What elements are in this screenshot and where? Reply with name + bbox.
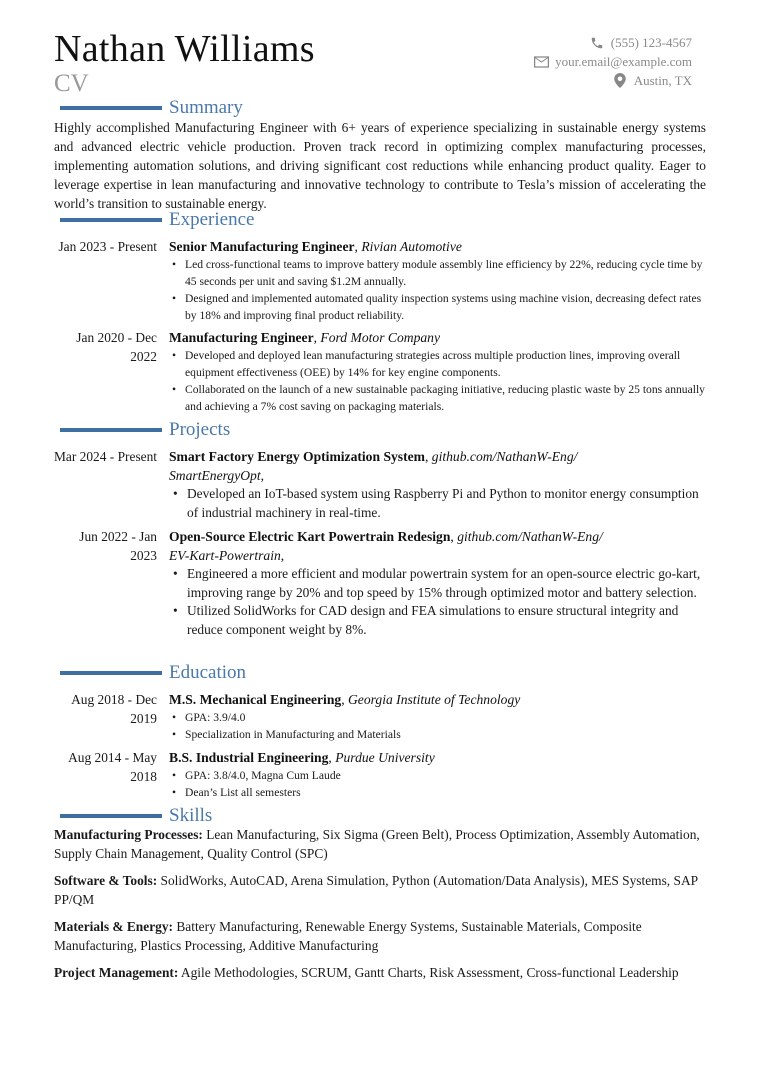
section-bar [60,814,162,818]
project-title: Open-Source Electric Kart Powertrain Redesign [169,529,451,544]
bullet-list [169,709,706,743]
phone-icon [589,36,605,50]
skill-text: Battery Manufacturing, Renewable Energy Systems, Sustainable Materials, Composite Manufacturing, Plastics Processing, Additive Manufacturing [54,919,642,953]
skill-row [54,963,706,982]
bullet-list [169,485,706,522]
section-title: Skills [169,805,213,826]
skill-row [54,871,706,909]
section-title: Projects [169,419,231,440]
person-name: Nathan Williams [54,28,315,70]
bullet-item: • Dean’s List all semesters [169,784,706,801]
section-education-heading [60,661,246,685]
education-entry [54,748,706,801]
project-link-cont[interactable]: EV-Kart-Powertrain [169,548,281,563]
school-name: Georgia Institute of Technology [347,692,521,707]
bullet-list [169,565,706,639]
section-bar [60,218,162,222]
skill-label: Project Management: [54,965,179,980]
entry-heading: Open-Source Electric Kart Powertrain Redesign, github.com/NathanW-Eng/ EV-Kart-Powertrain, [169,529,603,563]
section-bar [60,428,162,432]
section-projects-heading [60,418,230,442]
entry-content [169,690,706,743]
company-name: Ford Motor Company [320,330,440,345]
section-bar [60,106,162,110]
map-pin-icon [612,74,628,88]
contact-email [432,52,692,71]
section-bar [60,671,162,675]
entry-content [169,328,706,415]
section-title: Summary [169,97,243,118]
bullet-item: • Specialization in Manufacturing and Materials [169,726,706,743]
summary-text: Highly accomplished Manufacturing Engineer with 6+ years of experience specializing in sustainable energy systems and advanced electric vehicle production. Proven track record in optimizing complex manufacturing processes, implementing automation solutions, and driving significant cost reductions while enhancing product quality. Eager to leverage expertise in lean manufacturing and innovative technology to contribute to Tesla’s mission of accelerating the world’s transition to sustainable energy. [54,120,706,211]
entry-date: Aug 2018 - Dec 2019 [71,692,157,726]
skill-row [54,825,706,863]
education-entry [54,690,706,743]
job-title: Manufacturing Engineer [169,330,314,345]
experience-entry [54,328,706,415]
skill-label: Materials & Energy: [54,919,173,934]
skill-text: Agile Methodologies, SCRUM, Gantt Charts, Risk Assessment, Cross-functional Leadership [180,965,679,980]
bullet-item: • Developed an IoT-based system using Raspberry Pi and Python to monitor energy consumption of industrial machinery in real-time. [169,485,706,522]
skill-text: SolidWorks, AutoCAD, Arena Simulation, Python (Automation/Data Analysis), MES Systems, SAP PP/QM [54,873,698,907]
project-link[interactable]: github.com/NathanW-Eng/ [457,529,603,544]
company-name: Rivian Automotive [361,239,462,254]
skill-text: Lean Manufacturing, Six Sigma (Green Belt), Process Optimization, Assembly Automation, Supply Chain Management, Quality Control (SPC) [54,827,700,861]
bullet-item: • Designed and implemented automated quality inspection systems using machine vision, decreasing defect rates by 18% and improving final product reliability. [169,290,706,324]
contact-location [432,71,692,90]
entry-heading: M.S. Mechanical Engineering, Georgia Institute of Technology [169,692,521,707]
bullet-list [169,256,706,324]
skill-label: Manufacturing Processes: [54,827,203,842]
skill-label: Software & Tools: [54,873,158,888]
job-title: Senior Manufacturing Engineer [169,239,355,254]
entry-date: Aug 2014 - May 2018 [68,750,157,784]
entry-content [169,748,706,801]
project-title: Smart Factory Energy Optimization System [169,449,425,464]
bullet-list [169,347,706,415]
skills-list [54,825,706,990]
entry-content [169,237,706,324]
bullet-item: • Collaborated on the launch of a new sustainable packaging initiative, reducing plastic waste by 25 tons annually and achieving a 7% cost saving on packaging materials. [169,381,706,415]
bullet-list [169,767,706,801]
contact-info [432,33,692,90]
bullet-item: • Engineered a more efficient and modular powertrain system for an open-source electric go-kart, improving range by 20% and top speed by 15% through optimized motor and battery selection. [169,565,706,602]
bullet-item: • Developed and deployed lean manufacturing strategies across multiple production lines, improving overall equipment effectiveness (OEE) by 14% for key engine components. [169,347,706,381]
section-title: Education [169,662,247,683]
entry-content [169,527,706,639]
experience-entry [54,237,706,324]
contact-phone [432,33,692,52]
section-experience-heading [60,208,254,232]
project-link[interactable]: github.com/NathanW-Eng/ [431,449,578,464]
phone-text[interactable]: (555) 123-4567 [610,34,692,50]
section-title: Experience [169,209,255,230]
entry-heading: B.S. Industrial Engineering, Purdue University [169,750,435,765]
bullet-item: • Led cross-functional teams to improve battery module assembly line efficiency by 22%, reducing cycle time by 45 seconds per unit and saving $1.2M annually. [169,256,706,290]
entry-heading: Senior Manufacturing Engineer, Rivian Automotive [169,239,462,254]
document-subtitle: CV [54,70,89,97]
bullet-item: • GPA: 3.8/4.0, Magna Cum Laude [169,767,706,784]
email-text[interactable]: your.email@example.com [555,53,692,69]
entry-content [169,447,706,522]
project-entry [54,447,706,522]
project-link-cont[interactable]: SmartEnergyOpt [169,468,261,483]
entry-date: Jun 2022 - Jan 2023 [79,529,157,563]
section-summary-heading [60,96,243,120]
school-name: Purdue University [335,750,435,765]
degree-name: B.S. Industrial Engineering [169,750,329,765]
skill-row [54,917,706,955]
entry-date: Mar 2024 - Present [54,449,158,464]
entry-heading: Smart Factory Energy Optimization System, github.com/NathanW-Eng/ SmartEnergyOpt, [169,449,578,483]
entry-date: Jan 2020 - Dec 2022 [76,330,157,364]
entry-date: Jan 2023 - Present [58,239,157,254]
location-text: Austin, TX [633,72,692,88]
bullet-item: • GPA: 3.9/4.0 [169,709,706,726]
project-entry [54,527,706,639]
envelope-icon [533,55,549,69]
entry-heading: Manufacturing Engineer, Ford Motor Company [169,330,440,345]
degree-name: M.S. Mechanical Engineering [169,692,342,707]
bullet-item: • Utilized SolidWorks for CAD design and FEA simulations to ensure structural integrity and reduce component weight by 8%. [169,602,706,639]
